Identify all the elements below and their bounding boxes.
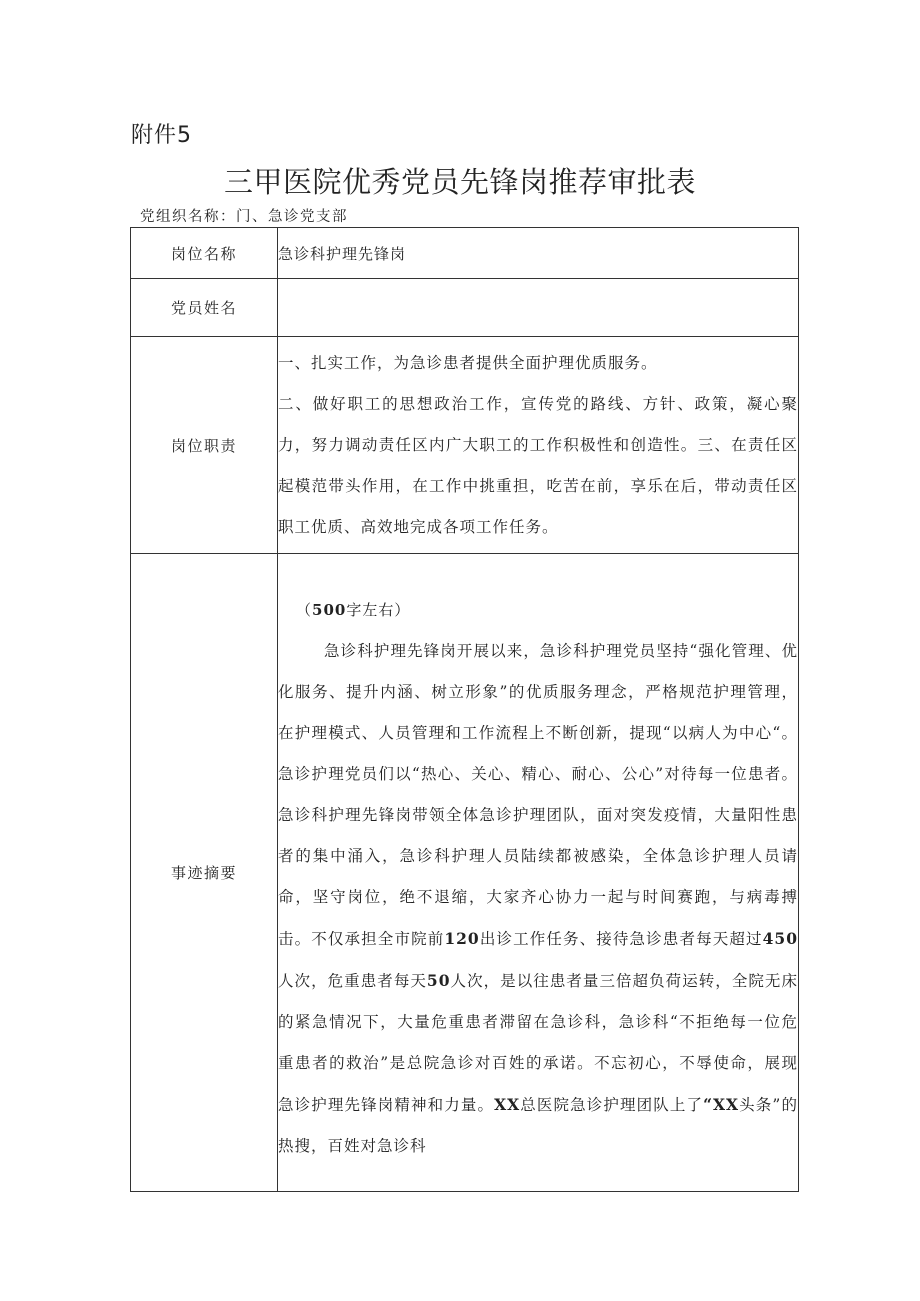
word-count-text: 字左右	[346, 601, 395, 619]
word-count-number: 500	[312, 601, 347, 619]
summary-text-3: 人次，危重患者每天	[278, 972, 427, 990]
summary-text-6: 头条”的热搜，百姓对急诊科	[278, 1096, 798, 1155]
row-member-name	[131, 279, 799, 337]
summary-text-1: 急诊科护理先锋岗开展以来，急诊科护理党员坚持“强化管理、优化服务、提升内涵、树立形象”的优质服务理念，严格规范护理管理，在护理模式、人员管理和工作流程上不断创新，提现“以病人为中心“。急诊护理党员们以“热心、关心、精心、耐心、公心”对待每一位患者。急诊科护理先锋岗带领全体急诊护理团队，面对突发疫情，大量阳性患者的集中涌入，急诊科护理人员陆续都被感染，全体急诊护理人员请命，坚守岗位，绝不退缩，大家齐心协力一起与时间赛跑，与病毒搏击。不仅承担全市院前	[278, 642, 798, 948]
attachment-label: 附件5	[131, 123, 192, 148]
member-name-label: 党员姓名	[131, 279, 278, 337]
summary-text-4: 人次，是以往患者量三倍超负荷运转，全院无床的紧急情况下，大量危重患者滞留在急诊科，急诊科“不拒绝每一位危重患者的救治”是总院急诊对百姓的承诺。不忘初心，不辱使命，展现急诊护理先锋岗精神和力量。	[278, 972, 798, 1114]
duties-item-2: 二、做好职工的思想政治工作，宣传党的路线、方针、政策，凝心聚力，努力调动责任区内广大职工的工作积极性和创造性。三、在责任区起模范带头作用，在工作中挑重担，吃苦在前，享乐在后，带动责任区职工优质、高效地完成各项工作任务。	[278, 394, 798, 536]
row-duties	[131, 337, 799, 554]
summary-text-5: 总医院急诊护理团队上了	[520, 1096, 704, 1114]
summary-xx-2: “XX	[703, 1095, 740, 1114]
row-post-name	[131, 228, 799, 279]
member-name-value	[278, 279, 799, 337]
duties-cell	[278, 337, 799, 554]
summary-text-2: 出诊工作任务、接待急诊患者每天超过	[479, 930, 763, 948]
post-name-value: 急诊科护理先锋岗	[278, 228, 799, 279]
duties-item-1: 一、扎实工作，为急诊患者提供全面护理优质服务。	[278, 353, 658, 372]
approval-form-table	[130, 227, 799, 1192]
summary-cell	[278, 554, 799, 1192]
post-name-label: 岗位名称	[131, 228, 278, 279]
row-summary	[131, 554, 799, 1192]
summary-num-450: 450	[762, 929, 798, 948]
party-organization-line: 党组织名称：门、急诊党支部	[140, 209, 348, 225]
summary-num-50: 50	[426, 971, 451, 990]
duties-label: 岗位职责	[131, 337, 278, 554]
summary-xx-1: XX	[494, 1095, 521, 1114]
word-count-note: （500字左右）	[296, 601, 411, 619]
summary-label: 事迹摘要	[131, 554, 278, 1192]
page-title: 三甲医院优秀党员先锋岗推荐审批表	[223, 165, 696, 199]
summary-paragraph	[278, 631, 798, 1167]
summary-num-120: 120	[444, 929, 480, 948]
